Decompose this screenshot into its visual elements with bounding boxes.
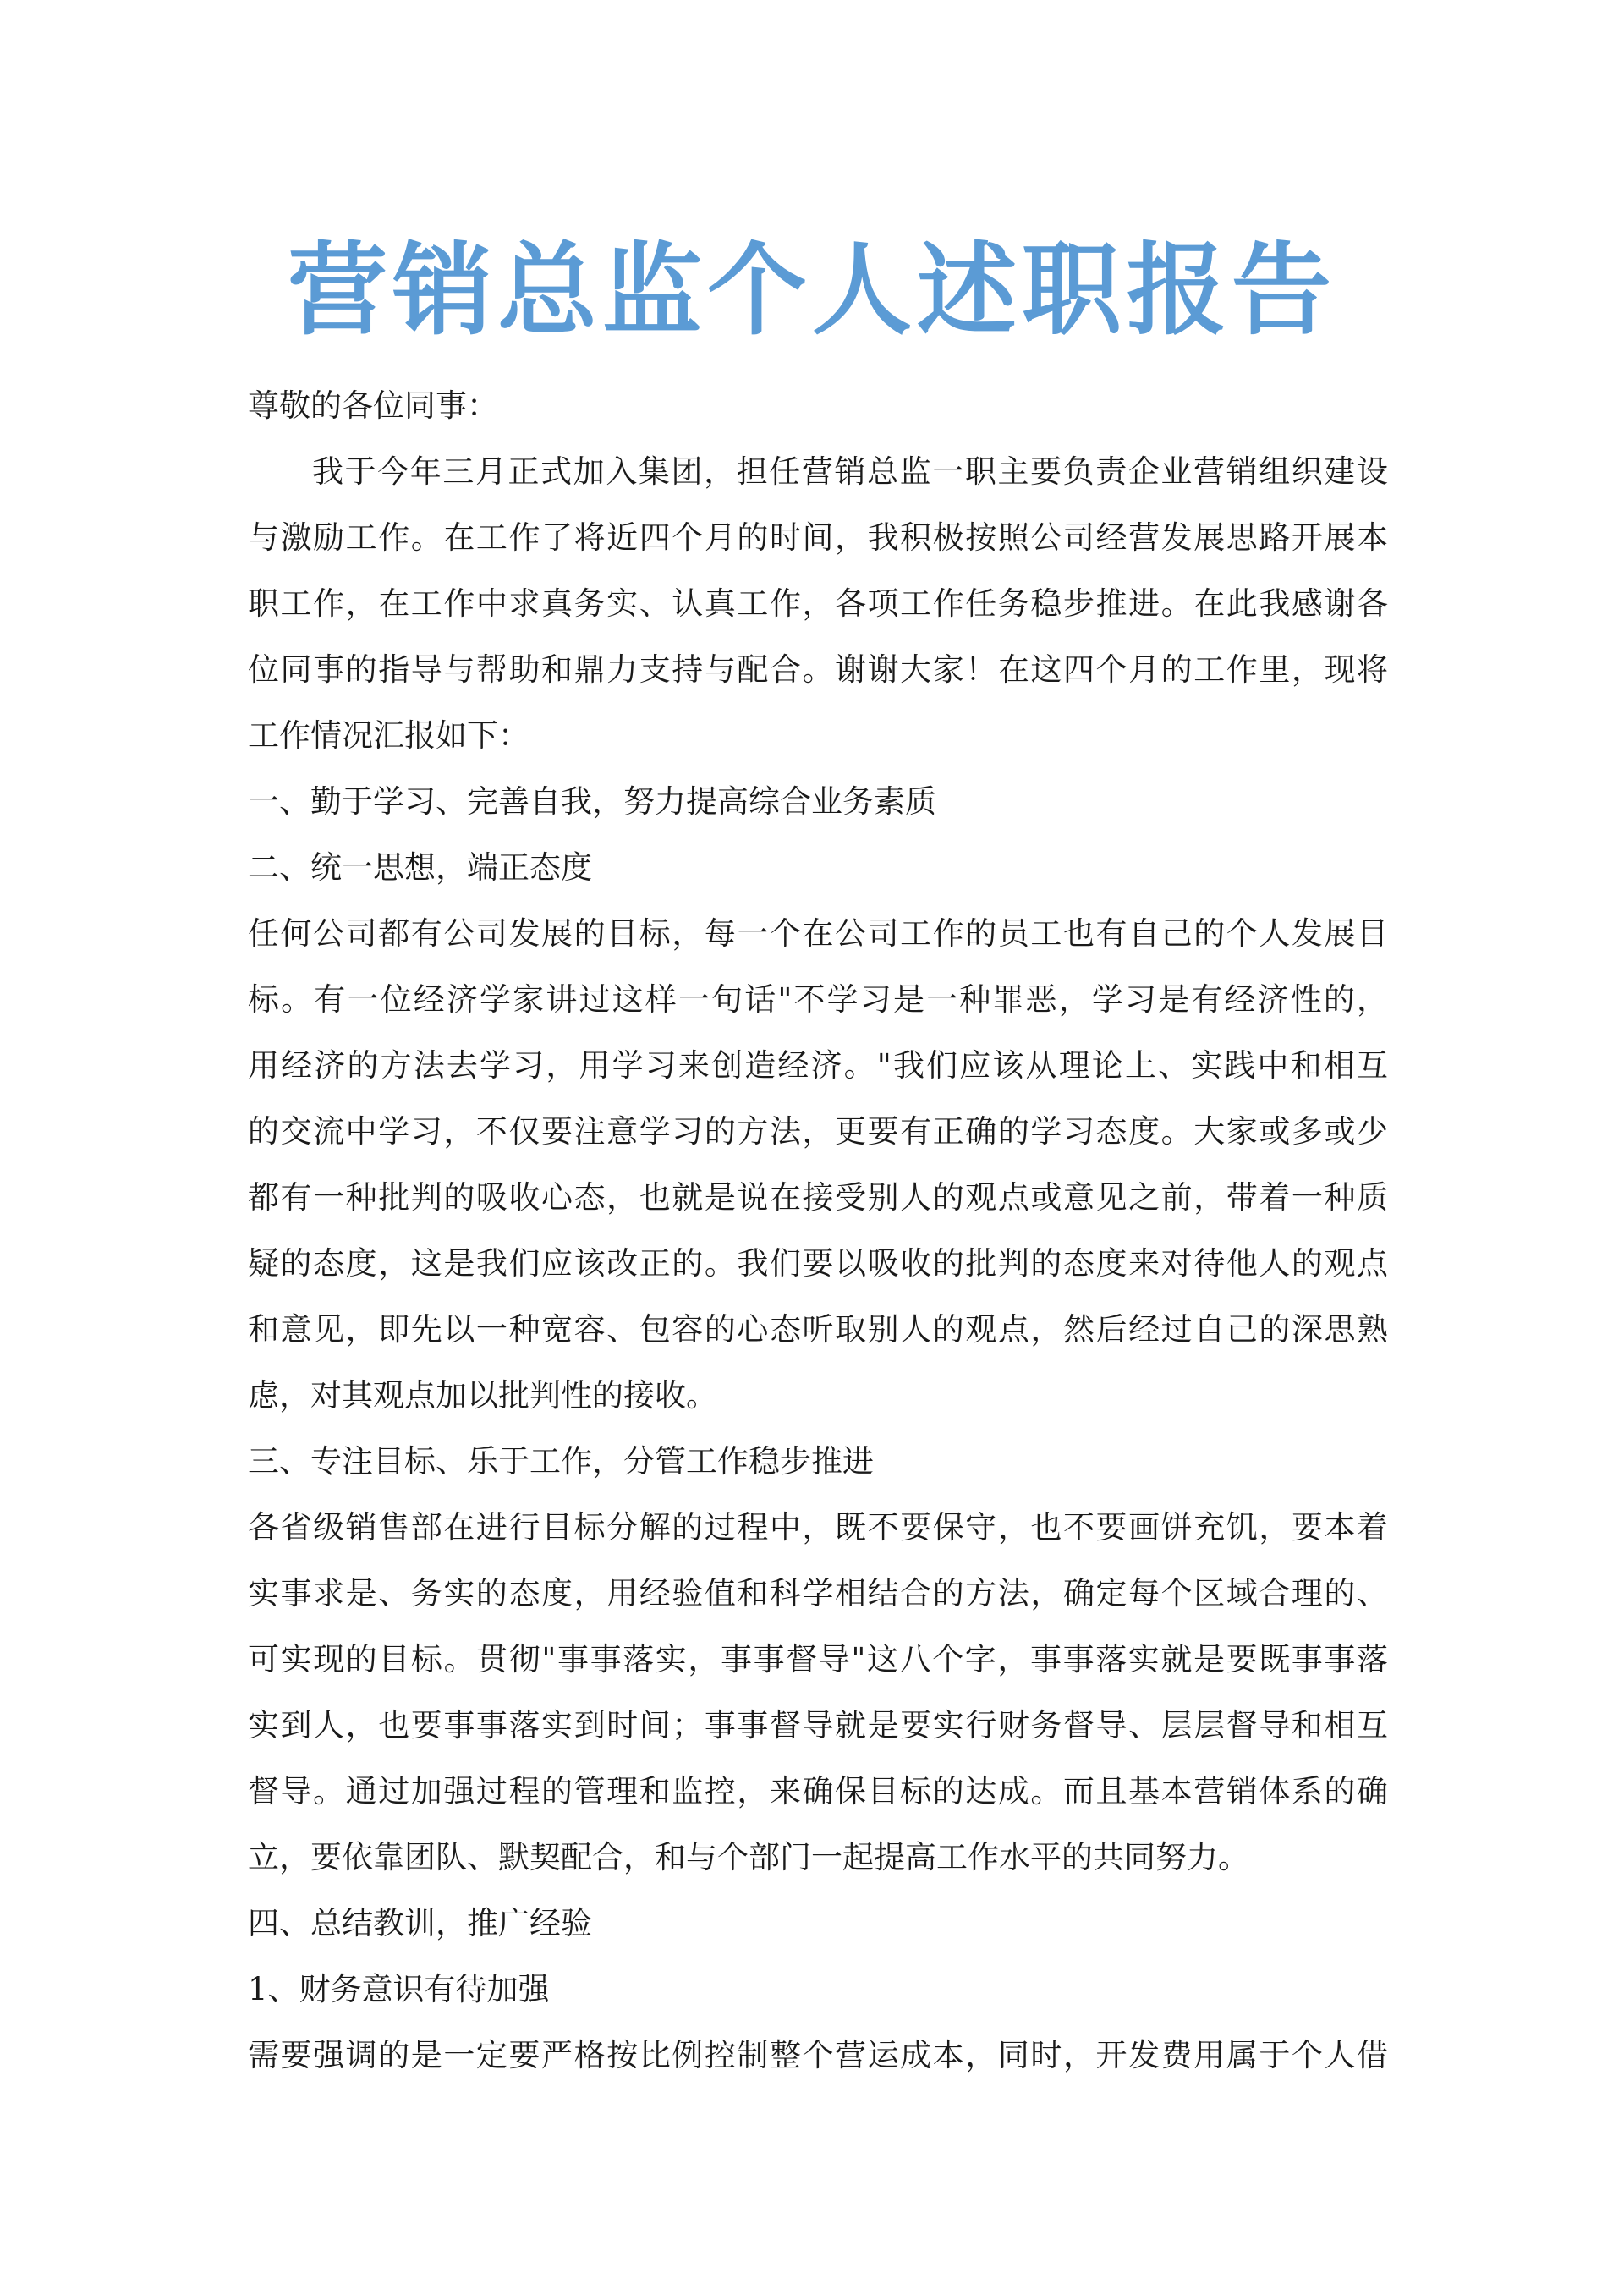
document-title: 营销总监个人述职报告 xyxy=(287,232,1336,349)
body-line: 职工作，在工作中求真务实、认真工作，各项工作任务稳步推进。在此我感谢各 xyxy=(248,585,1388,622)
body-line: 立，要依靠团队、默契配合，和与个部门一起提高工作水平的共同努力。 xyxy=(248,1839,1249,1875)
body-line: 尊敬的各位同事： xyxy=(248,387,498,424)
subsection-heading: 1、财务意识有待加强 xyxy=(248,1971,550,2007)
body-line: 位同事的指导与帮助和鼎力支持与配合。谢谢大家！在这四个月的工作里，现将 xyxy=(248,651,1388,688)
body-line: 督导。通过加强过程的管理和监控，来确保目标的达成。而且基本营销体系的确 xyxy=(248,1773,1388,1809)
body-line: 我于今年三月正式加入集团，担任营销总监一职主要负责企业营销组织建设 xyxy=(312,453,1388,490)
body-line: 标。有一位经济学家讲过这样一句话"不学习是一种罪恶，学习是有经济性的， xyxy=(248,981,1388,1018)
body-line: 疑的态度，这是我们应该改正的。我们要以吸收的批判的态度来对待他人的观点 xyxy=(248,1245,1388,1282)
body-line: 虑，对其观点加以批判性的接收。 xyxy=(248,1377,717,1414)
body-line: 各省级销售部在进行目标分解的过程中，既不要保守，也不要画饼充饥，要本着 xyxy=(248,1509,1388,1546)
body-line: 和意见，即先以一种宽容、包容的心态听取别人的观点，然后经过自己的深思熟 xyxy=(248,1311,1388,1348)
body-line: 需要强调的是一定要严格按比例控制整个营运成本，同时，开发费用属于个人借 xyxy=(248,2037,1388,2073)
section-heading: 三、专注目标、乐于工作，分管工作稳步推进 xyxy=(248,1443,874,1480)
section-heading: 一、勤于学习、完善自我，努力提高综合业务素质 xyxy=(248,783,936,820)
body-line: 都有一种批判的吸收心态，也就是说在接受别人的观点或意见之前，带着一种质 xyxy=(248,1179,1388,1216)
body-line: 任何公司都有公司发展的目标，每一个在公司工作的员工也有自己的个人发展目 xyxy=(248,915,1388,952)
document-body xyxy=(248,373,1388,2089)
body-line: 可实现的目标。贯彻"事事落实，事事督导"这八个字，事事落实就是要既事事落 xyxy=(248,1641,1388,1677)
body-line: 用经济的方法去学习，用学习来创造经济。"我们应该从理论上、实践中和相互 xyxy=(248,1047,1388,1084)
section-heading: 二、统一思想，端正态度 xyxy=(248,849,592,886)
body-line: 工作情况汇报如下： xyxy=(248,717,529,754)
body-line: 与激励工作。在工作了将近四个月的时间，我积极按照公司经营发展思路开展本 xyxy=(248,519,1388,556)
body-line: 实到人，也要事事落实到时间；事事督导就是要实行财务督导、层层督导和相互 xyxy=(248,1707,1388,1743)
section-heading: 四、总结教训，推广经验 xyxy=(248,1905,592,1941)
body-line: 的交流中学习，不仅要注意学习的方法，更要有正确的学习态度。大家或多或少 xyxy=(248,1113,1388,1150)
body-line: 实事求是、务实的态度，用经验值和科学相结合的方法，确定每个区域合理的、 xyxy=(248,1575,1388,1611)
